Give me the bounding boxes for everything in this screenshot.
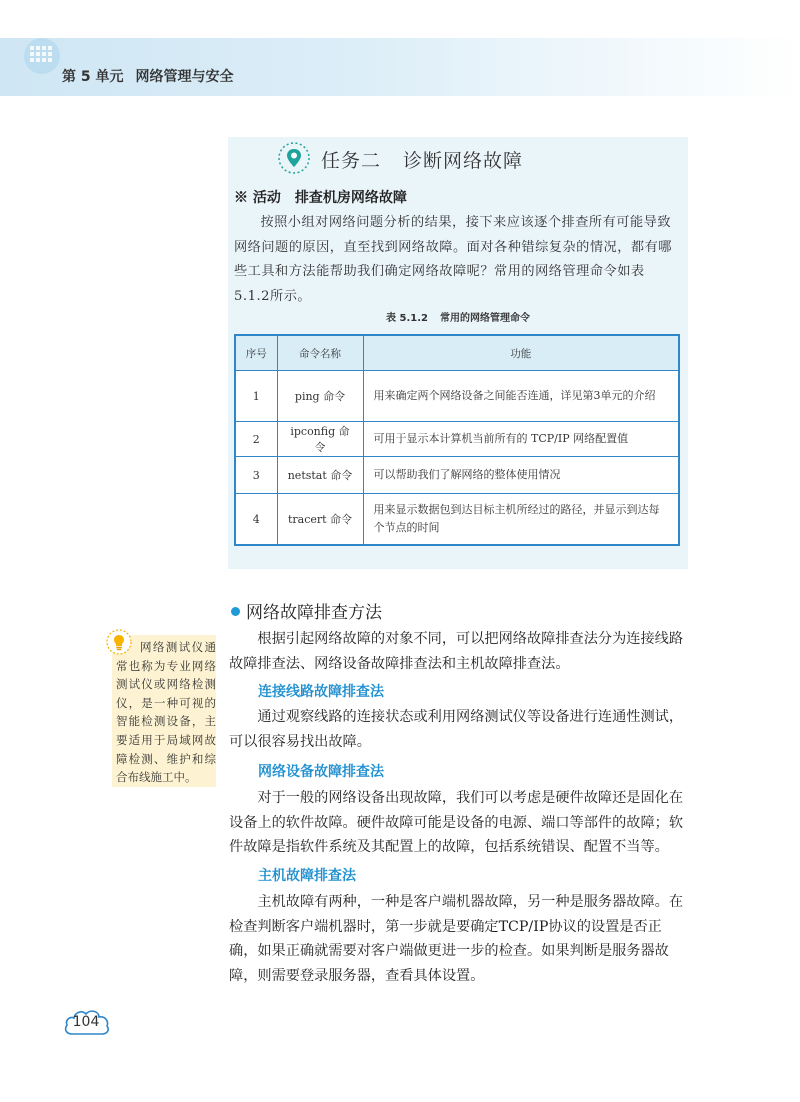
activity-prefix: ※ 活动 [234, 190, 281, 206]
subsection-heading-device: 网络设备故障排查法 [258, 764, 384, 780]
cell-command: netstat 命令 [277, 457, 363, 494]
subsection-host-text: 主机故障有两种，一种是客户端机器故障，另一种是服务器故障。在检查判断客户端机器时，第一步就是要确定TCP/IP协议的设置是否正确，如果正确就需要对客户端做更进一步的检查。如果判断是服务器故障，则需要登录服务器，查看具体设置。 [229, 894, 684, 984]
subsection-line-text: 通过观察线路的连接状态或利用网络测试仪等设备进行连通性测试，可以很容易找出故障。 [229, 709, 684, 750]
unit-number: 第 5 单元 [62, 69, 124, 85]
section-intro [229, 627, 689, 676]
table-caption [228, 309, 688, 324]
table-row [235, 422, 679, 457]
table-row [235, 494, 679, 546]
task-name: 诊断网络故障 [403, 150, 524, 172]
subsection-device-text: 对于一般的网络设备出现故障，我们可以考虑是硬件故障还是固化在设备上的软件故障。硬件故障可能是设备的电源、端口等部件的故障；软件故障是指软件系统及其配置上的故障，包括系统错误、配置不当等。 [229, 790, 684, 855]
sidenote-text: 网络测试仪通常也称为专业网络测试仪或网络检测仪，是一种可视的智能检测设备，主要适用于局域网故障检测、维护和综合布线施工中。 [116, 640, 216, 785]
cell-command: ping 命令 [277, 371, 363, 422]
table-caption-title: 常用的网络管理命令 [439, 313, 530, 324]
task-intro [234, 211, 680, 309]
cell-function: 可用于显示本计算机当前所有的 TCP/IP 网络配置值 [363, 422, 679, 457]
cell-command: ipconfig 命令 [277, 422, 363, 457]
cell-command: tracert 命令 [277, 494, 363, 546]
network-commands-table [234, 334, 680, 546]
cell-index: 4 [235, 494, 277, 546]
cell-index: 2 [235, 422, 277, 457]
subsection-device-body [229, 786, 689, 860]
cell-function: 用来确定两个网络设备之间能否连通，详见第3单元的介绍 [363, 371, 679, 422]
section-heading [231, 598, 382, 623]
task-intro-text: 按照小组对网络问题分析的结果，接下来应该逐个排查所有可能导致网络问题的原因，直至找到网络故障。面对各种错综复杂的情况，都有哪些工具和方法能帮助我们确定网络故障呢？常用的网络管理命令如表5.1.2所示。 [234, 215, 672, 304]
task-title [0, 146, 800, 173]
cell-index: 1 [235, 371, 277, 422]
unit-header [62, 66, 234, 86]
location-pin-icon [277, 141, 311, 175]
subsection-host-body [229, 890, 689, 988]
cell-function: 用来显示数据包到达目标主机所经过的路径，并显示到达每个节点的时间 [363, 494, 679, 546]
header-cell-command: 命令名称 [277, 335, 363, 371]
table-row [235, 371, 679, 422]
grid-decoration-icon [20, 36, 64, 76]
bullet-dot-icon [231, 607, 240, 616]
activity-heading [234, 187, 407, 207]
task-label: 任务二 [320, 150, 381, 172]
section-title: 网络故障排查方法 [246, 603, 382, 623]
section-intro-text: 根据引起网络故障的对象不同，可以把网络故障排查法分为连接线路故障排查法、网络设备故障排查法和主机故障排查法。 [229, 631, 684, 672]
page-number: 104 [72, 1014, 100, 1030]
unit-title: 网络管理与安全 [135, 69, 234, 85]
table-header-row [235, 335, 679, 371]
subsection-line-body [229, 705, 689, 754]
cell-index: 3 [235, 457, 277, 494]
header-cell-index: 序号 [235, 335, 277, 371]
subsection-heading-line: 连接线路故障排查法 [258, 684, 384, 700]
header-cell-function: 功能 [363, 335, 679, 371]
subsection-heading-host: 主机故障排查法 [258, 868, 356, 884]
table-row [235, 457, 679, 494]
table-caption-number: 表 5.1.2 [386, 313, 428, 324]
cell-function: 可以帮助我们了解网络的整体使用情况 [363, 457, 679, 494]
activity-title: 排查机房网络故障 [294, 190, 407, 206]
